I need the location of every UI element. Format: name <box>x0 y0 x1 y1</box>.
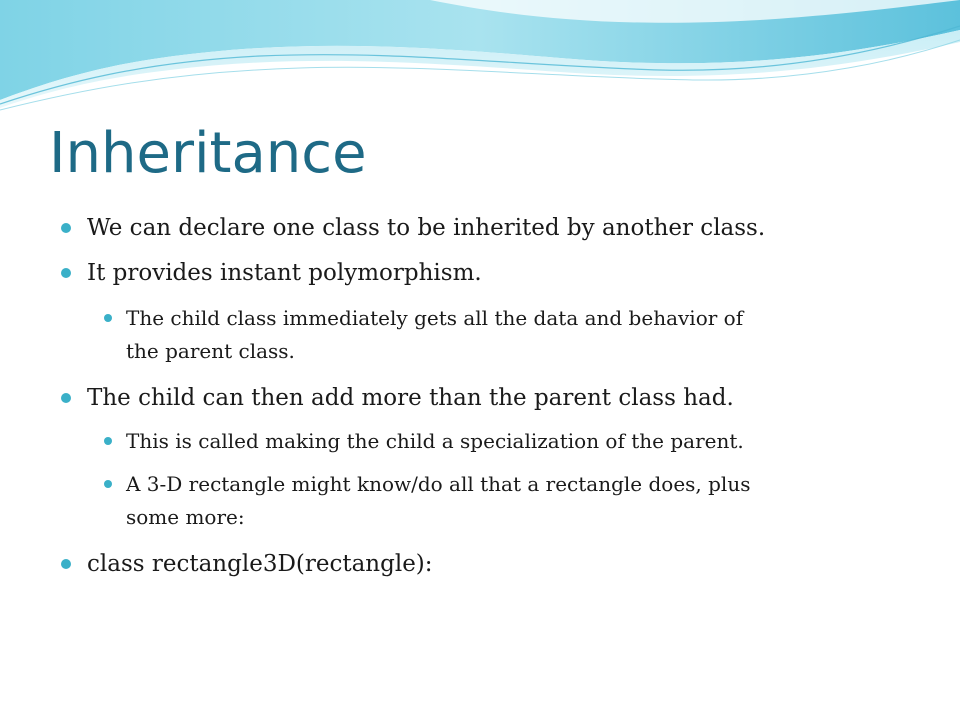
bullet-dot-icon <box>104 437 112 445</box>
bullet-text: We can declare one class to be inherited by another class. <box>87 215 766 241</box>
sub-bullet-item <box>126 425 744 458</box>
bullet-dot-icon <box>61 559 71 569</box>
bullet-dot-icon <box>104 480 112 488</box>
slide-title: Inheritance <box>49 121 367 186</box>
sub-bullet-text: A 3-D rectangle might know/do all that a rectangle does, plus <box>126 472 751 496</box>
sub-bullet-text: This is called making the child a specialization of the parent. <box>126 429 744 453</box>
bullet-item <box>87 381 734 415</box>
sub-bullet-text: the parent class. <box>126 339 295 363</box>
bullet-item <box>87 211 765 245</box>
sub-bullet-text: The child class immediately gets all the data and behavior of <box>126 306 744 330</box>
bullet-text: class rectangle3D(rectangle): <box>87 551 433 577</box>
bullet-dot-icon <box>61 268 71 278</box>
bullet-item <box>87 256 482 290</box>
bullet-text: The child can then add more than the parent class had. <box>87 385 734 411</box>
sub-bullet-text: some more: <box>126 505 245 529</box>
sub-bullet-item <box>126 302 743 368</box>
bullet-dot-icon <box>61 223 71 233</box>
bullet-text: It provides instant polymorphism. <box>87 260 482 286</box>
bullet-dot-icon <box>104 314 112 322</box>
sub-bullet-item <box>126 468 750 534</box>
bullet-dot-icon <box>61 393 71 403</box>
bullet-item <box>87 547 433 581</box>
